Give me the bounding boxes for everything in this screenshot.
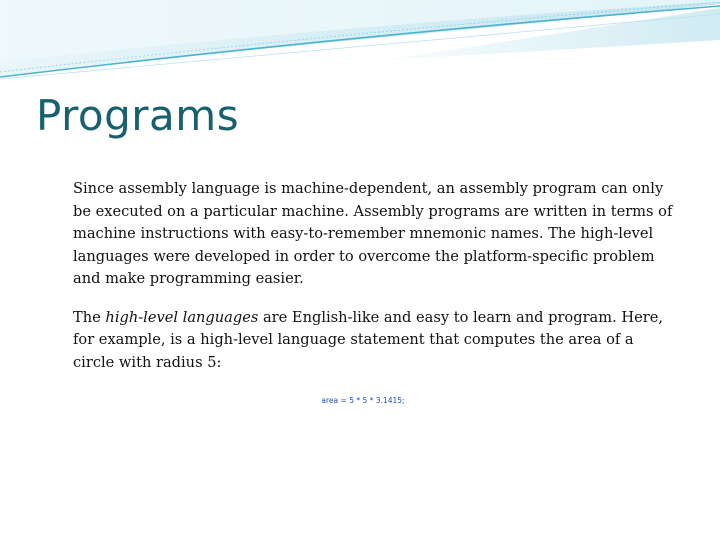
code-statement: area = 5 * 5 * 3.1415; <box>321 396 405 405</box>
emphasis-high-level-languages: high-level languages <box>105 308 259 326</box>
slide-body <box>73 178 673 374</box>
paragraph-high-level <box>73 307 673 375</box>
paragraph-assembly: Since assembly language is machine-dependent, an assembly program can only be executed on a particular machine. Assembly programs are written in terms of machine instructions with easy-to-remember mnemonic names. The high-level languages were developed in order to overcome the platform-specific problem and make programming easier. <box>73 180 673 287</box>
paragraph-prefix: The <box>73 308 106 326</box>
paragraph-suffix: are English-like and easy to learn and program. Here, for example, is a high-level language statement that computes the area of a circle with radius 5: <box>73 308 663 371</box>
header-wave-decoration <box>0 0 720 80</box>
slide-title: Programs <box>36 91 240 140</box>
